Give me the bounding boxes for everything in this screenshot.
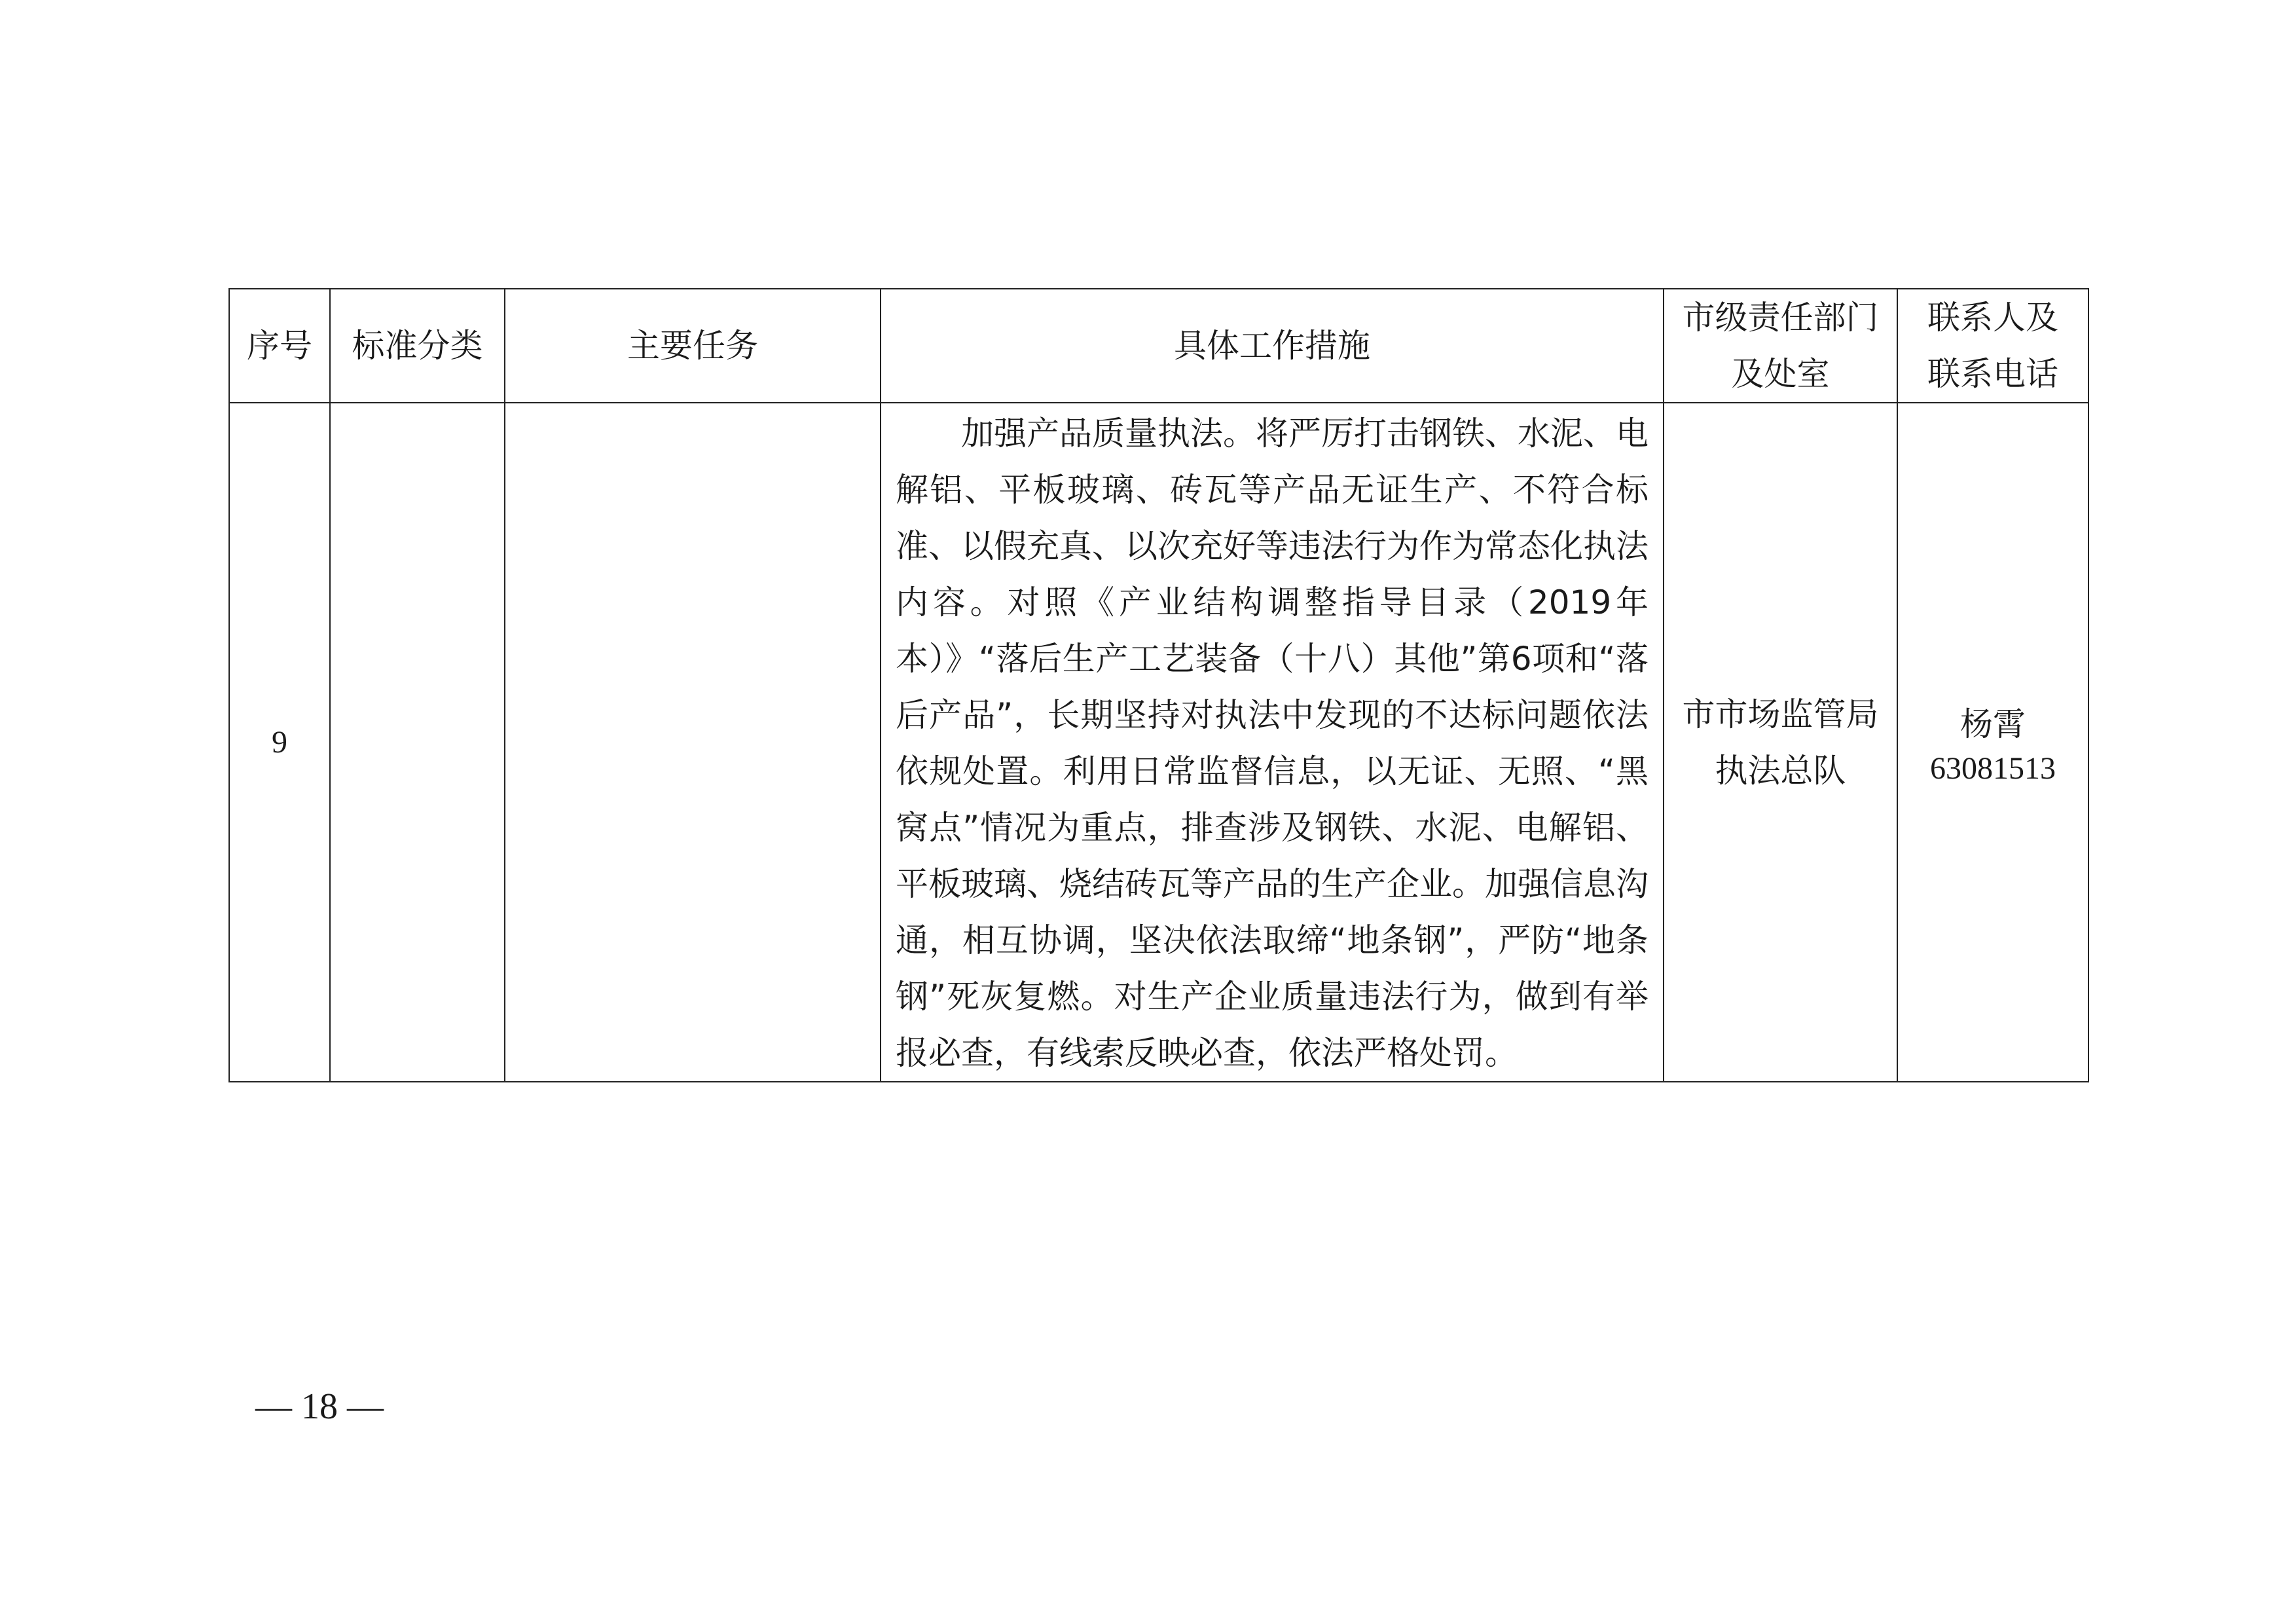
header-row <box>229 289 2088 403</box>
header-measures: 具体工作措施 <box>881 289 1664 403</box>
main-task-cell <box>505 403 881 1082</box>
contact-cell <box>1897 403 2088 1082</box>
header-contact-line2: 联系电话 <box>1927 355 2058 393</box>
table-row <box>229 403 2088 1082</box>
department-cell <box>1664 403 1897 1082</box>
header-department <box>1664 289 1897 403</box>
contact-phone: 63081513 <box>1930 750 2056 786</box>
header-main-task: 主要任务 <box>505 289 881 403</box>
header-contact <box>1897 289 2088 403</box>
header-department-line1: 市级责任部门 <box>1682 299 1879 337</box>
header-category: 标准分类 <box>330 289 505 403</box>
table-header <box>229 289 2088 403</box>
department-line1: 市市场监管局 <box>1682 695 1879 733</box>
category-cell <box>330 403 505 1082</box>
serial-cell: 9 <box>229 403 330 1082</box>
header-serial: 序号 <box>229 289 330 403</box>
contact-name: 杨霄 <box>1960 705 2026 743</box>
header-department-line2: 及处室 <box>1731 355 1830 393</box>
department-line2: 执法总队 <box>1715 751 1846 790</box>
measures-cell <box>881 403 1664 1082</box>
page-number: — 18 — <box>255 1386 384 1427</box>
table-body <box>229 403 2088 1082</box>
header-contact-line1: 联系人及 <box>1927 299 2058 337</box>
measures-table <box>228 288 2089 1082</box>
measures-text: 加强产品质量执法。将严厉打击钢铁、水泥、电解铝、平板玻璃、砖瓦等产品无证生产、不符合标准、以假充真、以次充好等违法行为作为常态化执法内容。对照《产业结构调整指导目录（2019年本）》“落后生产工艺装备（十八）其他”第6项和“落后产品”，长期坚持对执法中发现的不达标问题依法依规处置。利用日常监督信息，以无证、无照、“黑窝点”情况为重点，排查涉及钢铁、水泥、电解铝、平板玻璃、烧结砖瓦等产品的生产企业。加强信息沟通，相互协调，坚决依法取缔“地条钢”，严防“地条钢”死灰复燃。对生产企业质量违法行为，做到有举报必查，有线索反映必查，依法严格处罚。 <box>896 415 1649 1072</box>
